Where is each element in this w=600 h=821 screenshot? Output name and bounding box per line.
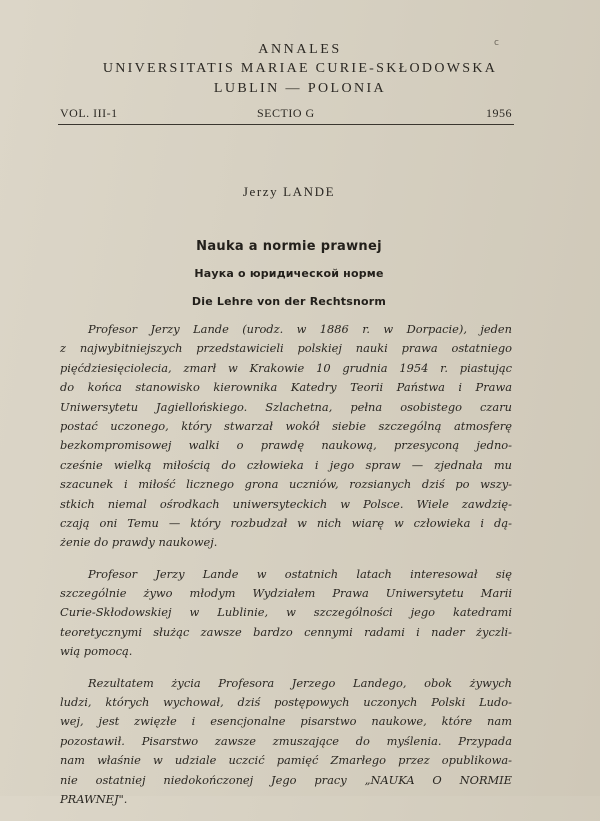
title-german: Die Lehre von der Rechtsnorm	[191, 295, 387, 308]
journal-title-line-2: UNIVERSITATIS MARIAE CURIE-SKŁODOWSKA	[102, 61, 498, 76]
margin-mark: с	[494, 38, 499, 48]
paragraph-3	[60, 674, 512, 810]
header-rule	[58, 124, 514, 125]
text-line: teoretycznymi służąc zawsze bardzo cennymi radami i nader życzli-	[60, 624, 512, 639]
text-line: Curie-Skłodowskiej w Lublinie, w szczególności jego katedrami	[60, 605, 512, 620]
text-line: szczególnie żywo młodym Wydziałem Prawa Uniwersytetu Marii	[60, 586, 512, 601]
journal-title-line-3: LUBLIN — POLONIA	[213, 81, 387, 96]
text-line: cześnie wielką miłością do człowieka i jego spraw — zjednała mu	[60, 457, 512, 472]
paragraph-1	[60, 320, 512, 553]
text-line: stkich niemal ośrodkach uniwersyteckich w Polsce. Wiele zawdzię-	[60, 496, 512, 511]
text-line: szacunek i miłość licznego grona uczniów, rozsianych dziś po wszy-	[60, 477, 512, 492]
text-line: postać uczonego, który stwarzał wokół siebie szczególną atmosferę	[60, 418, 512, 433]
article-titles	[0, 238, 578, 310]
text-line: do końca stanowisko kierownika Katedry Teorii Państwa i Prawa	[60, 380, 512, 395]
text-line: nam właśnie w udziale uczcić pamięć Zmarłego przez opublikowa-	[60, 753, 512, 768]
text-line: Profesor Jerzy Lande w ostatnich latach interesował się	[88, 566, 512, 581]
text-line: Profesor Jerzy Lande (urodz. w 1886 r. w Dorpacie), jeden	[88, 322, 512, 336]
text-line: pięćdziesięciolecia, zmarł w Krakowie 10 grudnia 1954 r. piastując	[60, 360, 512, 375]
text-line: pozostawił. Pisarstwo zawsze zmuszające do myślenia. Przypada	[60, 733, 512, 748]
journal-title-line-1: ANNALES	[258, 42, 342, 57]
year-label: 1956	[486, 106, 512, 120]
article-body	[60, 320, 512, 821]
text-line: z najwybitniejszych przedstawicieli polskiej nauki prawa ostatniego	[60, 341, 512, 356]
article-author: Jerzy LANDE	[242, 184, 336, 199]
text-line: PRAWNEJ".	[60, 791, 128, 806]
volume-row	[60, 106, 512, 124]
volume-label: VOL. III-1	[60, 106, 118, 120]
text-line: bezkompromisowej walki o prawdę naukową, przesyconą jedno-	[60, 438, 512, 453]
section-label: SECTIO G	[257, 106, 315, 120]
text-line: ludzi, których wychował, dziś postępowych uczonych Polski Ludo-	[60, 695, 512, 710]
text-line: Uniwersytetu Jagiellońskiego. Szlachetna, pełna osobistego czaru	[60, 399, 512, 414]
text-line: nie ostatniej niedokończonej Jego pracy „NAUKA O NORMIE	[60, 772, 512, 787]
text-line: wej, jest zwięzłe i esencjonalne pisarstwo naukowe, które nam	[60, 714, 512, 729]
text-line: wią pomocą.	[60, 644, 133, 659]
journal-header	[0, 40, 600, 98]
paragraph-2	[60, 565, 512, 662]
text-line: Rezultatem życia Profesora Jerzego Landego, obok żywych	[88, 675, 512, 690]
text-line: żenie do prawdy naukowej.	[60, 535, 218, 550]
title-polish: Nauka a normie prawnej	[196, 239, 382, 254]
text-line: czają oni Temu — który rozbudzał w nich wiarę w człowieka i dą-	[60, 515, 512, 530]
title-russian: Наука о юридической норме	[194, 267, 384, 280]
